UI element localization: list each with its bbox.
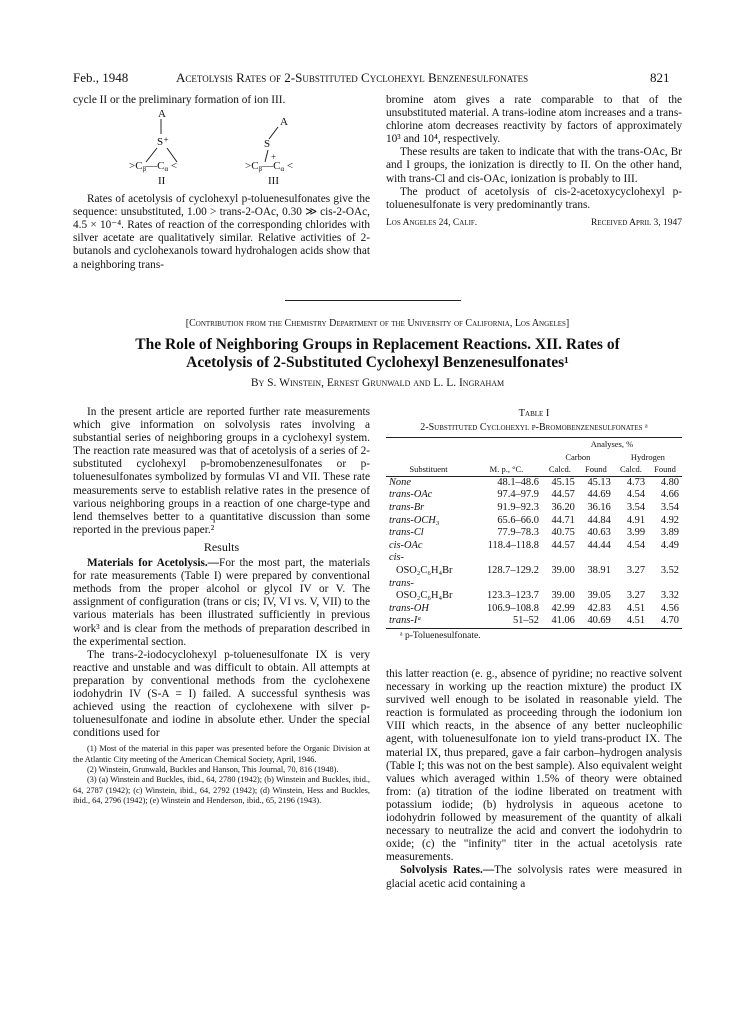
value-cell: 39.05 [587,590,611,602]
table-row [386,527,682,540]
substituent-cell: cis- [389,552,405,564]
value-cell: 44.71 [551,514,575,526]
value-cell: 40.75 [551,527,575,539]
section-divider [285,300,461,301]
value-cell [542,552,578,565]
table-row [386,502,682,515]
value-cell: 42.83 [587,602,611,614]
substituent-cell: trans-Br [389,501,425,513]
value-cell: 4.70 [660,615,679,627]
contribution-line: [Contribution from the Chemistry Department of the University of California, Los Angeles] [185,318,570,329]
col-header: M. p., °C. [489,464,524,475]
value-cell: 4.56 [660,602,679,614]
value-cell: 3.32 [660,590,679,602]
table-grid [386,438,682,628]
top-left-line1: cycle II or the preliminary formation of ion III. [73,94,286,106]
top-right-para2: These results are taken to indicate that with the trans-OAc, Br and I groups, the ionization is directly to II. On the other hand, with trans-Cl and cis-OAc, ionization is probably to III. [386,146,682,185]
materials-heading: Materials for Acetolysis.— [87,557,220,570]
struct-iii-label: III [268,175,279,188]
substituent-cell: trans-Cl [389,527,424,539]
value-cell: 3.52 [660,564,679,576]
value-cell: 36.20 [551,501,575,513]
top-right-column [386,94,682,233]
col-header: Found [654,464,676,475]
value-cell: 97.4–97.9 [497,489,539,501]
col-header: Substituent [409,464,448,475]
iodo-paragraph: The trans-2-iodocyclohexyl p-toluenesulfonate IX is very reactive and unstable and was difficult to obtain. All attempts at preparation by conventional methods from the cyclohexene iodohydrin IV (S-A = I) failed. A successful synthesis was achieved using the reaction of cyclohexene with silver p-toluenesulfonate and iodine in absolute ether. Under the special conditions used for [73,648,370,740]
value-cell: 4.51 [626,602,646,614]
value-cell: 39.00 [551,564,575,576]
value-cell [614,552,648,565]
value-cell: 77.9–78.3 [497,527,539,539]
table-row [386,615,682,628]
substituent-cell: cis-OAc [389,539,423,551]
table-row [386,515,682,528]
value-cell: 65.6–66.0 [497,514,539,526]
received-date: Received April 3, 1947 [590,217,682,228]
value-cell: 118.4–118.8 [487,539,539,551]
value-cell: 3.27 [626,590,646,602]
table-label: Table I [518,408,550,419]
struct-ii-label: II [158,175,166,188]
structure-diagram [73,107,370,193]
substituent-cell: trans-OAc [389,489,433,501]
value-cell: 44.84 [587,514,611,526]
table-footnote: ᵃ p-Toluenesulfonate. [400,630,481,641]
substituent-cell: OSO₂C₆H₄Br [396,590,453,602]
value-cell: 3.99 [626,527,646,539]
svg-text:S: S [264,138,271,151]
table-row [386,552,682,565]
left-column [73,406,370,806]
value-cell: 41.06 [551,615,575,627]
table-row [386,603,682,616]
value-cell [578,578,614,591]
value-cell [578,552,614,565]
substituent-cell: trans-OH [389,602,429,614]
right-column [386,668,682,891]
value-cell: 106.9–108.8 [486,602,539,614]
top-right-para1: bromine atom gives a rate comparable to that of the unsubstituted material. A trans-iodine atom increases and a trans-chlorine atom decreases reactivity by factors of approximately 10³ and 10⁴, respectively. [386,94,682,146]
table-row [386,476,682,489]
page-number: 821 [650,70,670,85]
hydrogen-header: Hydrogen [630,451,665,462]
top-left-column [73,94,370,272]
value-cell: 3.54 [660,501,679,513]
table-caption: 2-Substituted Cyclohexyl p-Bromobenzenesulfonates ᵃ [420,422,648,433]
table-row [386,489,682,502]
table-row [386,590,682,603]
value-cell: 3.89 [660,527,679,539]
top-right-para3: The product of acetolysis of cis-2-acetoxycyclohexyl p-toluenesulfonate is very predominantly trans. [386,185,682,211]
svg-text:>Cβ—Cα <: >Cβ—Cα < [245,160,294,174]
value-cell: 4.51 [626,615,646,627]
value-cell: 45.15 [551,476,575,488]
value-cell: 4.66 [660,489,679,501]
value-cell: 4.49 [660,539,679,551]
value-cell [614,578,648,591]
value-cell: 39.00 [551,590,575,602]
location: Los Angeles 24, Calif. [386,217,478,228]
table-1 [386,408,682,641]
article-title-line2: Acetolysis of 2-Substituted Cyclohexyl Benzenesulfonates¹ [186,354,569,371]
footnote-1: (1) Most of the material in this paper was presented before the Organic Division at the Atlantic City meeting of the American Chemical Society, April, 1946. [73,744,370,764]
svg-text:A: A [280,116,288,129]
footnote-2: (2) Winstein, Grunwald, Buckles and Hanson, This Journal, 70, 816 (1948). [87,764,339,774]
value-cell: 4.73 [626,476,646,488]
value-cell: 44.44 [587,539,611,551]
value-cell [648,578,682,591]
intro-paragraph: In the present article are reported further rate measurements which give information on solvolysis rates involving a substantial series of neighboring groups in a cyclohexyl system. The reaction rate measured was that of acetolysis of a series of 2-substituted cyclohexyl p-bromobenzenesulfonates or p-toluenesulfonates symbolized by formulas VI and VII. These rate measurements serve to establish relative rates in the presence of various neighboring groups in a reaction of one charge-type and lend themselves better to a quantitative discussion than some reported in the previous paper.² [73,406,370,536]
top-left-paragraph: Rates of acetolysis of cyclohexyl p-toluenesulfonates give the sequence: unsubstituted, 1.00 > trans-2-OAc, 0.30 ≫ cis-2-OAc, 4.5 × 10⁻⁴. Rates of reaction of the corresponding chlorides with silver acetate are qualitatively similar. Relative activities of 2-butanols and cyclohexanols toward hydrohalogen acids show that a neighboring trans- [73,193,370,271]
value-cell [542,578,578,591]
footnote-3: (3) (a) Winstein and Buckles, ibid., 64, 2780 (1942); (b) Winstein and Buckles, ibid., 64, 2787 (1942); (c) Winstein, ibid., 64, 2792 (1942); (d) Winstein, Hess and Buckles, ibid., 64, 2796 (1942); (e) Winstein and Henderson, ibid., 65, 2196 (1943). [73,775,370,805]
running-title: Acetolysis Rates of 2-Substituted Cyclohexyl Benzenesulfonates [176,70,529,85]
col-header: Calcd. [619,464,642,475]
value-cell [471,578,542,591]
article-title-line1: The Role of Neighboring Groups in Replacement Reactions. XII. Rates of [135,336,620,353]
svg-text:>Cβ—Cα <: >Cβ—Cα < [129,160,178,174]
value-cell: 91.9–92.3 [497,501,539,513]
substituent-cell: trans-OCH₃ [389,514,440,526]
results-heading: Results [203,539,240,554]
value-cell: 4.92 [660,514,679,526]
value-cell: 51–52 [512,615,539,627]
solvolysis-heading: Solvolysis Rates.— [400,864,495,877]
col-header: Found [584,464,607,475]
analyses-header: Analyses, % [590,439,634,449]
value-cell: 36.16 [587,501,611,513]
table-row [386,565,682,578]
value-cell: 4.80 [660,476,679,488]
value-cell: 4.54 [626,539,646,551]
value-cell: 128.7–129.2 [486,564,539,576]
value-cell: 4.91 [626,514,646,526]
svg-text:S⁺: S⁺ [157,136,169,149]
authors: By S. Winstein, Ernest Grunwald and L. L. Ingraham [250,377,505,389]
value-cell [471,552,542,565]
col-header: Calcd. [548,464,571,475]
value-cell: 123.3–123.7 [486,590,539,602]
substituent-cell: trans-Iᵃ [389,615,422,627]
value-cell: 44.69 [587,489,611,501]
substituent-cell: None [389,476,411,488]
value-cell: 44.57 [551,489,575,501]
value-cell: 48.1–48.6 [497,476,539,488]
svg-text:+: + [271,152,277,163]
value-cell [648,552,682,565]
substituent-cell: trans- [389,577,414,589]
table-row [386,540,682,553]
right-paragraph-1: this latter reaction (e. g., absence of pyridine; no reactive solvent necessary in working up the reaction mixture) the product IX survived well enough to be isolated in reasonable yield. The reaction is formulated as proceeding through the iodonium ion VIII which reacts, in the absence of any better nucleophilic agent, with toluenesulfonate ion to yield trans-product IX. The material IX, thus prepared, gave a fair carbon–hydrogen analysis (Table I; this was not on the best sample). Also equivalent weight values which averaged within 1.5% of theory were obtained from: (a) titration of the iodine liberated on treatment with potassium iodide; (b) hydrolysis in aqueous acetone to iodohydrin followed by measurement of the quantity of alkali necessary to neutralize the acid and convert the iodohydrin to oxide; (c) the "infinity" titer in the actual acetolysis rate measurements. [386,668,682,864]
value-cell: 3.27 [626,564,646,576]
footnotes [73,744,370,806]
solvolysis-paragraph: The solvolysis rates were measured in glacial acetic acid containing a [386,864,682,890]
value-cell: 4.54 [626,489,646,501]
materials-paragraph: For the most part, the materials for rate measurements (Table I) were prepared by conventional methods from the proper alcohol or glycol IV or V. The assignment of configuration (trans or cis; IV, VI vs. V, VII) to the various materials has been illustrated sufficiently in previous work³ and is clear from the methods of preparation described in the experimental section. [73,557,370,648]
value-cell: 3.54 [626,501,646,513]
substituent-cell: OSO₂C₆H₄Br [396,564,453,576]
value-cell: 40.63 [587,527,611,539]
value-cell: 40.69 [587,615,611,627]
value-cell: 38.91 [587,564,611,576]
header-date: Feb., 1948 [73,70,129,85]
value-cell: 42.99 [551,602,575,614]
table-body [386,476,682,628]
carbon-header: Carbon [565,451,591,462]
value-cell: 44.57 [551,539,575,551]
table-row [386,578,682,591]
svg-text:A: A [158,108,166,121]
value-cell: 45.13 [587,476,611,488]
